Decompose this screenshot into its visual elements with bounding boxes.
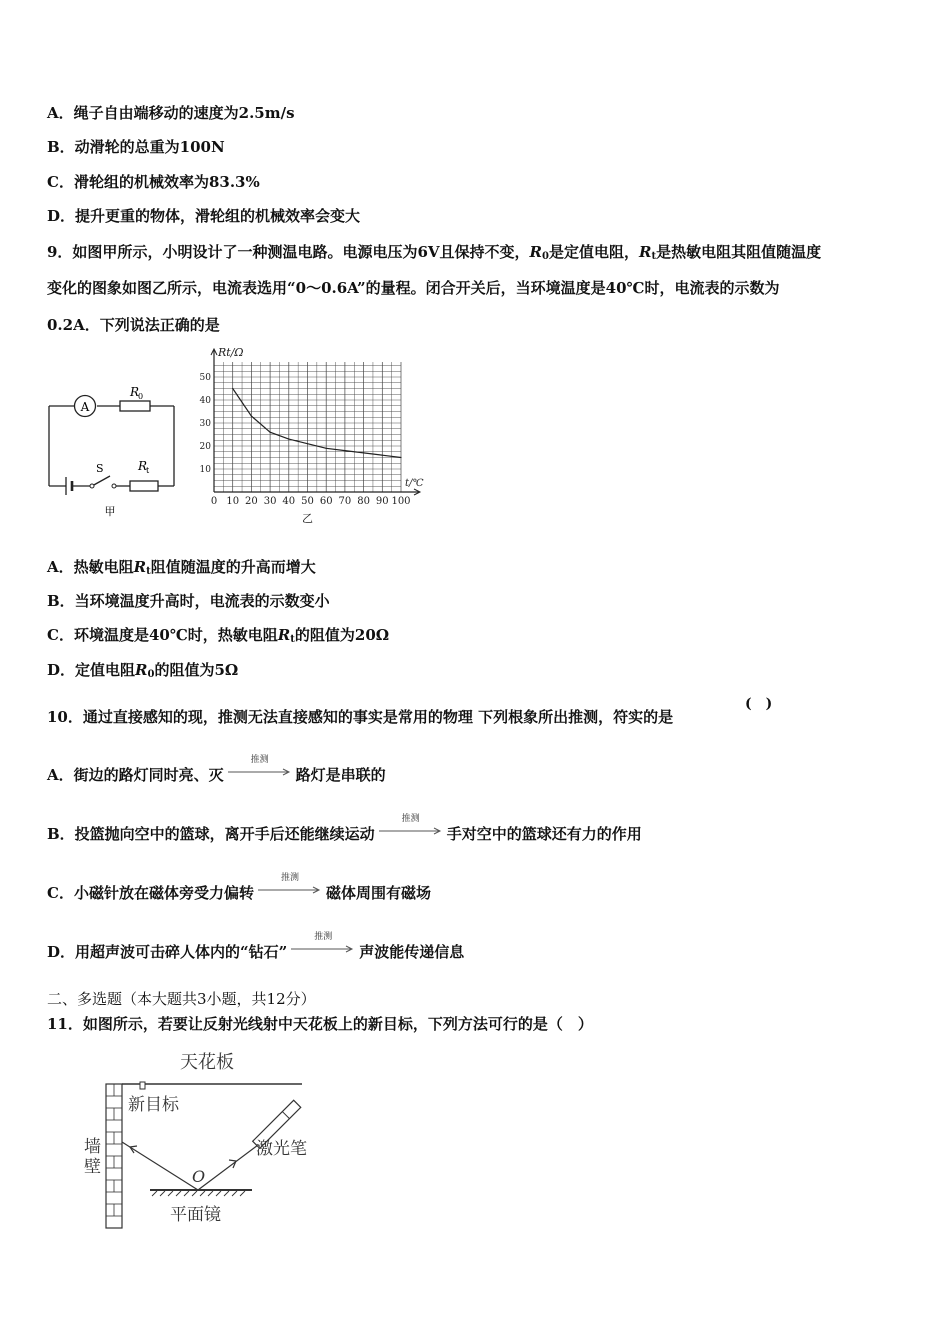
q10-option-a: A．街边的路灯同时亮、灭 推测 路灯是串联的 — [47, 755, 386, 784]
rt-data-point — [382, 455, 383, 456]
q8-option-a: A．绳子自由端移动的速度为2.5m/s — [47, 104, 295, 122]
x-tick-label: 90 — [375, 496, 389, 507]
rt-data-point — [400, 457, 401, 458]
q9-stem-line2: 变化的图象如图乙所示，电流表选用“0～0.6A”的量程。闭合开关后，当环境温度是40℃时，电流表的示数为 — [47, 279, 780, 297]
svg-text:平面镜: 平面镜 — [170, 1205, 221, 1225]
q8-option-d: D．提升更重的物体，滑轮组的机械效率会变大 — [47, 207, 361, 225]
rt-data-point — [326, 448, 327, 449]
q10-stem: 10．通过直接感知的现，推测无法直接感知的事实是常用的物理 下列根象所出推测，符实的是 — [47, 708, 674, 726]
svg-text:R: R — [130, 385, 140, 399]
q9-option-d: D．定值电阻$R_0$的阻值为5Ω — [47, 661, 239, 680]
x-tick-label: 80 — [357, 496, 370, 507]
svg-text:S: S — [96, 462, 104, 475]
rt-data-point — [307, 443, 308, 444]
x-tick-label: 100 — [391, 496, 411, 507]
infer-arrow-icon: 推测 — [291, 941, 355, 955]
infer-arrow-icon: 推测 — [228, 764, 292, 778]
x-tick-label: 70 — [338, 496, 352, 507]
y-axis-label: Rt/Ω — [218, 346, 244, 359]
x-tick-label: 60 — [319, 496, 333, 507]
y-tick-label: 50 — [199, 373, 211, 383]
rt-data-point — [288, 439, 289, 440]
q9-stem-line3: 0.2A．下列说法正确的是 — [47, 316, 220, 334]
q9-option-a: A．热敏电阻$R_t$阻值随温度的升高而增大 — [47, 558, 316, 577]
switch-icon — [90, 484, 94, 488]
circuit-diagram — [40, 360, 190, 525]
svg-text:墙: 墙 — [84, 1137, 101, 1157]
new-target-marker — [140, 1082, 145, 1089]
q9-stem-line1: 9．如图甲所示，小明设计了一种测温电路。电源电压为6V且保持不变，$R_0$是定值电阻，$R_t$是热敏电阻其阻值随温度 — [47, 243, 822, 262]
rt-data-point — [270, 432, 271, 433]
chart-caption: 乙 — [302, 512, 313, 525]
svg-text:天花板: 天花板 — [180, 1052, 234, 1073]
x-tick-label: 20 — [245, 496, 258, 507]
incident-ray — [198, 1145, 258, 1190]
rt-data-point — [363, 452, 364, 453]
x-tick-label: 50 — [301, 496, 314, 507]
thermistor-rt-icon — [130, 481, 158, 491]
svg-text:新目标: 新目标 — [128, 1095, 179, 1115]
q8-option-c: C．滑轮组的机械效率为83.3% — [47, 173, 260, 191]
x-tick-label: 30 — [263, 496, 277, 507]
q9-option-c: C．环境温度是40℃时，热敏电阻$R_t$的阻值为20Ω — [47, 626, 390, 645]
q10-answer-paren: ( ) — [745, 696, 773, 712]
svg-text:激光笔: 激光笔 — [256, 1139, 307, 1159]
y-tick-label: 40 — [199, 396, 211, 406]
rt-temperature-chart — [192, 340, 442, 525]
y-tick-label: 20 — [199, 442, 211, 452]
q8-option-b: B．动滑轮的总重为100N — [47, 138, 225, 156]
rt-data-point — [344, 450, 345, 451]
reflected-ray — [122, 1142, 198, 1190]
x-axis-label: t/℃ — [405, 478, 424, 489]
svg-text:0: 0 — [138, 392, 144, 401]
y-tick-label: 30 — [199, 419, 211, 429]
svg-text:O: O — [192, 1167, 206, 1186]
x-tick-label: 40 — [282, 496, 296, 507]
q10-option-c: C．小磁针放在磁体旁受力偏转 推测 磁体周围有磁场 — [47, 873, 431, 902]
y-tick-label: 10 — [199, 465, 211, 475]
q9-option-b: B．当环境温度升高时，电流表的示数变小 — [47, 592, 330, 610]
rt-data-point — [251, 416, 252, 417]
svg-text:壁: 壁 — [84, 1157, 101, 1177]
x-tick-label: 0 — [210, 496, 218, 507]
svg-text:t: t — [146, 466, 150, 475]
q10-option-d: D．用超声波可击碎人体内的“钻石” 推测 声波能传递信息 — [47, 932, 465, 961]
infer-arrow-icon: 推测 — [379, 823, 443, 837]
infer-arrow-icon: 推测 — [258, 882, 322, 896]
svg-text:R: R — [138, 459, 148, 473]
q11-stem: 11．如图所示，若要让反射光线射中天花板上的新目标，下列方法可行的是（ ） — [47, 1015, 593, 1033]
x-tick-label: 10 — [226, 496, 240, 507]
section-title: 二、多选题（本大题共3小题，共12分） — [47, 990, 316, 1008]
q10-option-b: B．投篮抛向空中的篮球，离开手后还能继续运动 推测 手对空中的篮球还有力的作用 — [47, 814, 642, 843]
svg-text:A: A — [80, 400, 90, 414]
resistor-r0-icon — [120, 401, 150, 411]
svg-text:甲: 甲 — [104, 505, 116, 518]
mirror-laser-diagram — [80, 1042, 330, 1237]
rt-data-point — [232, 388, 233, 389]
